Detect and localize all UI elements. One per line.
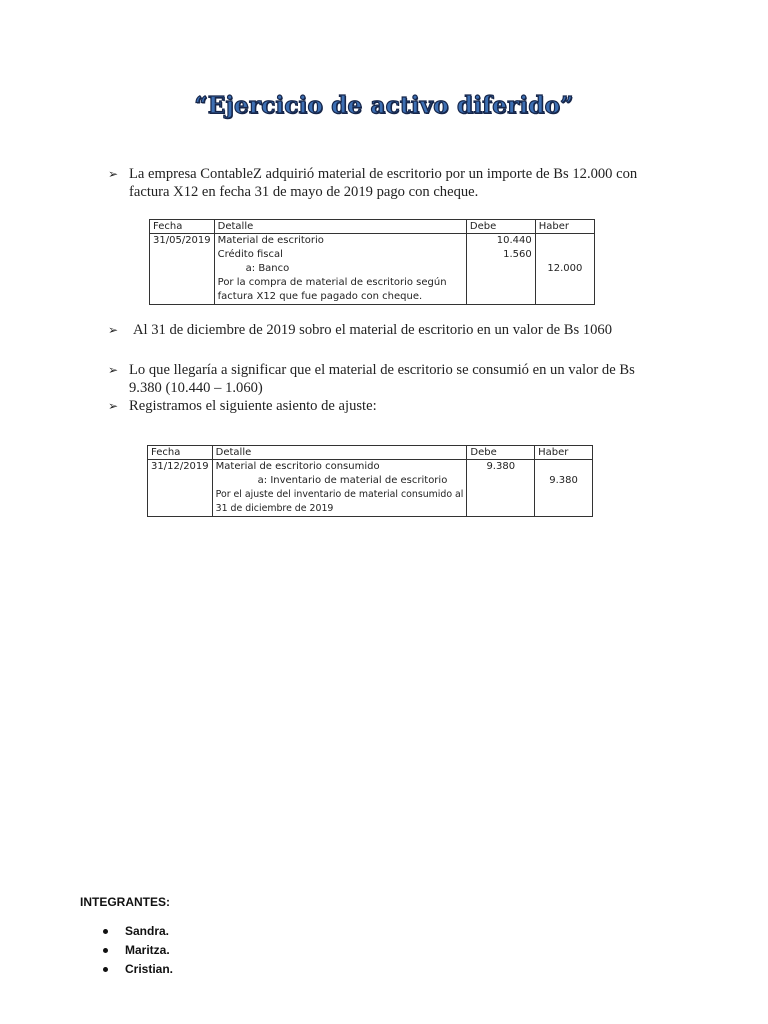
detalle-line: Por la compra de material de escritorio según [217,277,447,288]
bullet-dot-icon [103,929,108,934]
bullet-dot-icon [103,948,108,953]
bullet-text: Al 31 de diciembre de 2019 sobro el material de escritorio en un valor de Bs 1060 [133,322,613,338]
table-row [150,234,595,305]
bullet-text: Lo que llegaría a significar que el material de escritorio se consumió en un valor de Bs 9.380 (10.440 – 1.060) [129,362,635,396]
bullet-adjustment [108,397,668,415]
list-item [100,922,173,941]
header-detalle: Detalle [212,446,467,460]
bullet-text: Registramos el siguiente asiento de ajuste: [129,398,377,414]
detalle-line: 31 de diciembre de 2019 [215,503,334,514]
cell-fecha: 31/12/2019 [148,460,213,517]
header-debe: Debe [467,446,535,460]
detalle-line: Material de escritorio consumido [215,461,380,472]
header-fecha: Fecha [148,446,213,460]
detalle-line: factura X12 que fue pagado con cheque. [217,291,423,302]
cell-detalle [214,234,466,305]
bullet-consumed [108,361,668,397]
bullet-remaining [108,321,668,339]
list-item [100,941,173,960]
detalle-line: Material de escritorio [217,235,324,246]
members-list [100,922,173,979]
debe-value: 10.440 [496,235,532,246]
arrow-bullet-icon: ➢ [108,323,119,337]
cell-detalle [212,460,467,517]
header-detalle: Detalle [214,220,466,234]
table-header-row [148,446,593,460]
detalle-line: Por el ajuste del inventario de material consumido al [215,489,464,500]
bullet-dot-icon [103,967,108,972]
page-title: “Ejercicio de activo diferido” [194,92,574,119]
debe-value: 1.560 [503,249,532,260]
cell-debe: 9.380 [467,460,535,517]
header-debe: Debe [466,220,535,234]
detalle-line: a: Banco [245,263,290,274]
detalle-line: a: Inventario de material de escritorio [257,475,448,486]
header-fecha: Fecha [150,220,215,234]
header-haber: Haber [535,220,594,234]
detalle-line: Crédito fiscal [217,249,283,260]
bullet-text: La empresa ContableZ adquirió material de escritorio por un importe de Bs 12.000 con factura X12 en fecha 31 de mayo de 2019 pago con cheque. [129,166,638,200]
journal-table-purchase [149,219,595,305]
arrow-bullet-icon: ➢ [108,363,119,377]
list-item [100,960,173,979]
member-name: Maritza. [125,943,170,957]
bullet-purchase [108,165,668,201]
header-haber: Haber [535,446,593,460]
arrow-bullet-icon: ➢ [108,399,119,413]
members-heading: INTEGRANTES: [80,895,170,909]
table-row [148,460,593,517]
cell-debe [466,234,535,305]
cell-haber: 9.380 [535,460,593,517]
cell-haber: 12.000 [535,234,594,305]
member-name: Cristian. [125,962,174,976]
member-name: Sandra. [125,924,170,938]
journal-table-adjustment [147,445,593,517]
table-header-row [150,220,595,234]
cell-fecha: 31/05/2019 [150,234,215,305]
arrow-bullet-icon: ➢ [108,167,119,181]
